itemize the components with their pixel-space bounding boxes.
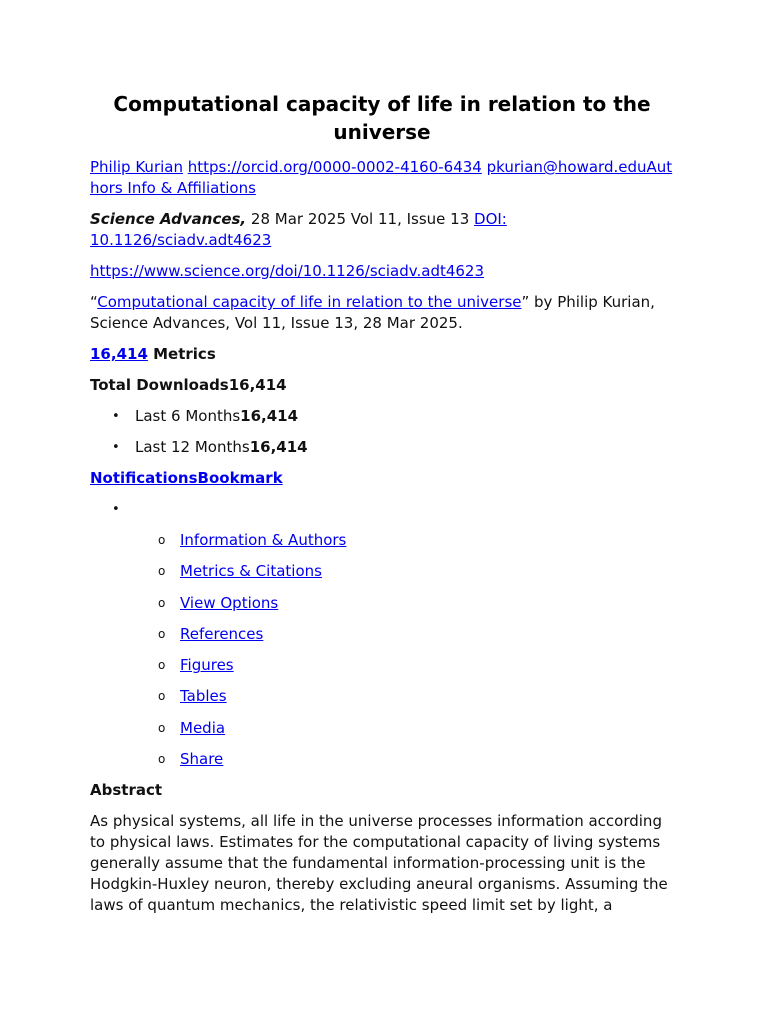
list-item — [90, 437, 674, 458]
total-downloads-value: 16,414 — [228, 376, 287, 394]
email-link[interactable]: pkurian@howard.edu — [486, 158, 647, 176]
nav-link[interactable]: Media — [180, 718, 226, 737]
nav-item-tables — [90, 686, 674, 707]
bookmark-link[interactable]: Bookmark — [197, 469, 283, 487]
circle-bullet-icon: o — [158, 752, 166, 767]
nav-item-information-authors — [90, 530, 674, 551]
article-nav-list — [90, 530, 674, 770]
journal-name: Science Advances, — [90, 210, 247, 228]
circle-bullet-icon: o — [158, 533, 166, 547]
nav-link[interactable]: Information & Authors — [180, 531, 347, 549]
metrics-label: Metrics — [147, 345, 216, 363]
citation-open-quote: “ — [90, 293, 98, 311]
nav-item-figures — [90, 655, 674, 676]
citation-rest: ” by Philip Kurian, Science Advances, Vol 11, Issue 13, 28 Mar 2025. — [90, 293, 655, 332]
nav-link[interactable]: References — [180, 624, 264, 643]
nav-item-media — [90, 718, 674, 739]
citation-title-link[interactable]: Computational capacity of life in relation to the universe — [97, 293, 522, 311]
metrics-count-link[interactable]: 16,414 — [90, 345, 148, 363]
abstract-heading: Abstract — [90, 781, 163, 800]
nav-link[interactable]: Metrics & Citations — [180, 562, 322, 581]
citation-line — [90, 292, 674, 334]
metrics-line — [90, 344, 674, 365]
circle-bullet-icon: o — [158, 689, 166, 704]
nav-item-references — [90, 624, 674, 645]
nav-link[interactable]: View Options — [180, 593, 279, 612]
circle-bullet-icon: o — [158, 564, 166, 579]
author-line — [90, 157, 674, 199]
journal-details: 28 Mar 2025 Vol 11, Issue 13 — [246, 210, 475, 228]
total-downloads-label: Total Downloads — [90, 376, 229, 394]
download-counts-list — [90, 406, 674, 458]
nav-item-view-options — [90, 593, 674, 614]
author-name-link[interactable]: Philip Kurian — [90, 158, 183, 176]
abstract-text: As physical systems, all life in the universe processes information according to physical laws. Estimates for the computational capacity of living systems generally assume that the fundamental information-processing unit is the Hodgkin-Huxley neuron, thereby excluding aneural organisms. Assuming the laws of quantum mechanics, the relativistic speed limit set by light, a — [90, 812, 668, 915]
url-line — [90, 261, 674, 282]
nav-item-share — [90, 749, 674, 770]
notifications-link[interactable]: Notifications — [90, 469, 198, 487]
article-url-link[interactable]: https://www.science.org/doi/10.1126/sciadv.adt4623 — [90, 262, 485, 280]
count-period-value: 16,414 — [249, 438, 308, 456]
count-period-label: Last 6 Months — [135, 407, 241, 425]
circle-bullet-icon: o — [158, 595, 166, 610]
nav-link[interactable]: Tables — [180, 687, 227, 706]
publication-line — [90, 209, 674, 251]
count-period-label: Last 12 Months — [135, 438, 250, 456]
count-period-value: 16,414 — [240, 407, 299, 425]
circle-bullet-icon: o — [158, 720, 166, 735]
list-item — [90, 406, 674, 427]
orcid-link[interactable]: https://orcid.org/0000-0002-4160-6434 — [187, 158, 482, 176]
empty-bullet-item — [90, 499, 674, 520]
circle-bullet-icon: o — [158, 658, 166, 673]
nav-link[interactable]: Figures — [180, 656, 234, 675]
nav-link[interactable]: Share — [180, 750, 224, 769]
doi-link[interactable]: DOI: 10.1126/sciadv.adt4623 — [90, 210, 507, 249]
nav-item-metrics-citations — [90, 561, 674, 582]
total-downloads-line — [90, 375, 674, 396]
actions-line — [90, 468, 674, 489]
article-title: Computational capacity of life in relation to the universe — [113, 92, 651, 144]
article-page — [90, 90, 674, 926]
affiliations-link[interactable]: Authors Info & Affiliations — [90, 158, 673, 197]
circle-bullet-icon: o — [158, 626, 166, 641]
